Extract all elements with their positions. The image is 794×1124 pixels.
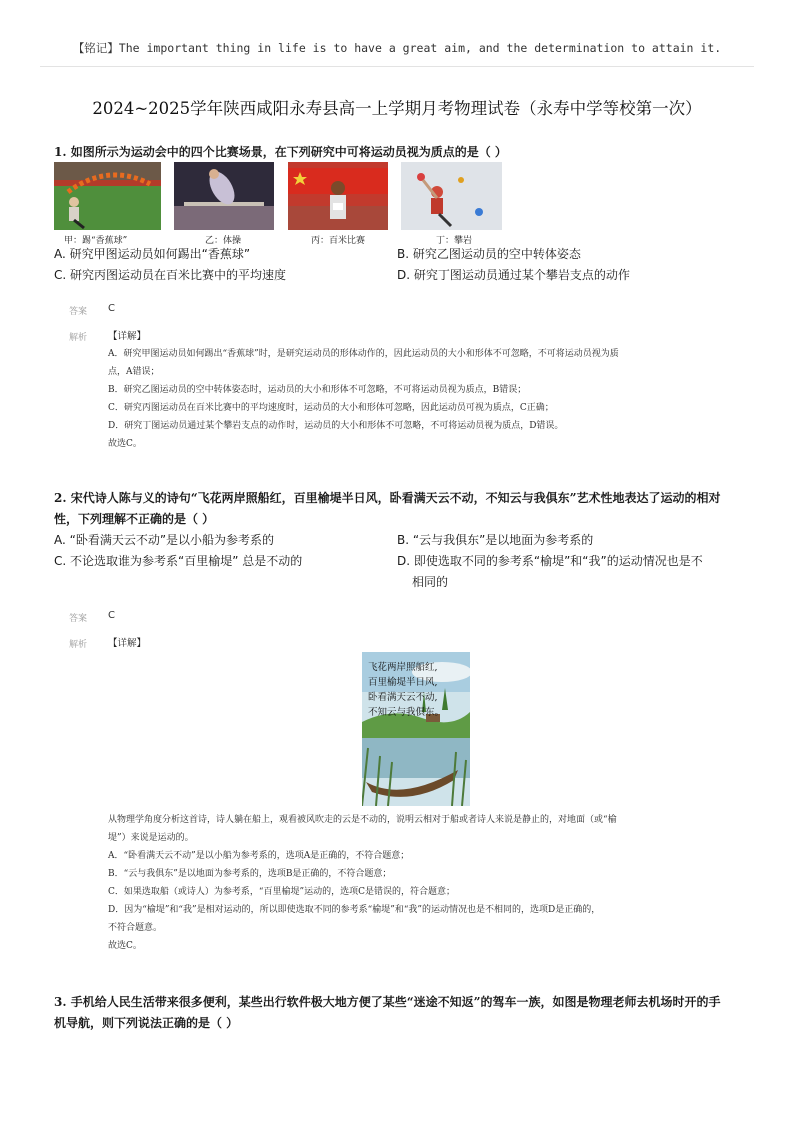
caption-ding: 丁：攀岩 — [436, 236, 473, 246]
q1-option-c: C. 研究丙图运动员在百米比赛中的平均速度 — [54, 268, 287, 282]
photo-banana-kick — [54, 162, 161, 230]
q2-analysis-label: 解析 — [69, 640, 88, 650]
q2-explanation-line: B．“云与我俱东”是以地面为参考系的，选项B是正确的，不符合题意； — [108, 869, 392, 879]
q2-explanation-line: 故选C。 — [108, 941, 142, 951]
q1-analysis-label: 解析 — [69, 333, 88, 343]
question-3-stem-line1: 3. 手机给人民生活带来很多便利，某些出行软件极大地方便了某些“迷途不知返”的驾车一族，如图是物理老师去机场时开的手 — [54, 995, 721, 1009]
question-1-stem: 1. 如图所示为运动会中的四个比赛场景，在下列研究中可将运动员视为质点的是（ ） — [54, 145, 507, 159]
q1-answer-value: C — [108, 303, 115, 314]
q2-answer-label: 答案 — [69, 614, 88, 624]
poem-line: 飞花两岸照船红, — [368, 662, 438, 673]
poem-illustration — [362, 652, 470, 806]
caption-bing: 丙：百米比赛 — [311, 236, 366, 246]
poem-line: 百里榆堤半日风, — [368, 677, 438, 688]
photo-100m-race — [288, 162, 388, 230]
poem-text — [368, 660, 444, 720]
q2-detail-heading: 【详解】 — [108, 638, 147, 649]
poem-line: 卧看满天云不动, — [368, 692, 438, 703]
q2-explanation-line: C．如果选取船（或诗人）为参考系，“百里榆堤”运动的，选项C是错误的，符合题意； — [108, 887, 455, 897]
q2-explanation-line: A．“卧看满天云不动”是以小船为参考系的，选项A是正确的，不符合题意； — [108, 851, 410, 861]
q2-option-b: B. “云与我俱东”是以地面为参考系的 — [397, 533, 594, 547]
motto-line: 【铭记】The important thing in life is to have a great aim, and the determination to attain it. — [72, 41, 722, 55]
question-2-stem-line2: 性，下列理解不正确的是（ ） — [54, 512, 215, 526]
q2-explanation-line: 从物理学角度分析这首诗，诗人躺在船上，观看被风吹走的云是不动的，说明云相对于船或者诗人来说是静止的，对地面（或“榆 — [108, 815, 617, 825]
q2-option-d: D. 即使选取不同的参考系“榆堤”和“我”的运动情况也是不 — [397, 554, 703, 568]
q1-option-b: B. 研究乙图运动员的空中转体姿态 — [397, 247, 581, 261]
caption-jia: 甲：踢“香蕉球” — [64, 236, 128, 246]
question-2-stem-line1: 2. 宋代诗人陈与义的诗句“飞花两岸照船红，百里榆堤半日风，卧看满天云不动，不知云与我俱东”艺术性地表达了运动的相对 — [54, 491, 721, 505]
q1-explanation-line: 故选C。 — [108, 439, 142, 449]
photo-gymnastics — [174, 162, 274, 230]
page-title: 2024~2025学年陕西咸阳永寿县高一上学期月考物理试卷（永寿中学等校第一次） — [92, 99, 702, 118]
q1-detail-heading: 【详解】 — [108, 331, 147, 342]
q1-explanation-line: D．研究丁图运动员通过某个攀岩支点的动作时，运动员的大小和形体不可忽略，不可将运动员视为质点，D错误。 — [108, 421, 564, 431]
q1-explanation-line: C．研究丙图运动员在百米比赛中的平均速度时，运动员的大小和形体可忽略，因此运动员可视为质点，C正确； — [108, 403, 554, 413]
header-divider — [40, 66, 754, 67]
q2-answer-value: C — [108, 610, 115, 621]
q2-explanation-line: D．因为“榆堤”和“我”是相对运动的，所以即使选取不同的参考系“榆堤”和“我”的运动情况也是不相同的，选项D是正确的， — [108, 905, 601, 915]
question-3-stem-line2: 机导航，则下列说法正确的是（ ） — [54, 1016, 239, 1030]
q2-option-c: C. 不论选取谁为参考系“百里榆堤” 总是不动的 — [54, 554, 303, 568]
q2-option-d-continued: 相同的 — [412, 575, 449, 589]
q1-explanation-line: B．研究乙图运动员的空中转体姿态时，运动员的大小和形体不可忽略，不可将运动员视为质点，B错误； — [108, 385, 527, 395]
q2-explanation-line: 堤”）来说是运动的。 — [108, 833, 194, 843]
photo-rock-climbing — [401, 162, 502, 230]
poem-line: 不知云与我俱东。 — [368, 707, 445, 718]
q1-option-a: A. 研究甲图运动员如何踢出“香蕉球” — [54, 247, 251, 261]
q2-option-a: A. “卧看满天云不动”是以小船为参考系的 — [54, 533, 275, 547]
q1-explanation-line: 点，A错误； — [108, 367, 160, 377]
q1-answer-label: 答案 — [69, 307, 88, 317]
q1-explanation-line: A．研究甲图运动员如何踢出“香蕉球”时，是研究运动员的形体动作的，因此运动员的大小和形体不可忽略，不可将运动员视为质 — [108, 349, 619, 359]
q2-explanation-line: 不符合题意。 — [108, 923, 163, 933]
q1-option-d: D. 研究丁图运动员通过某个攀岩支点的动作 — [397, 268, 630, 282]
caption-yi: 乙：体操 — [205, 236, 242, 246]
